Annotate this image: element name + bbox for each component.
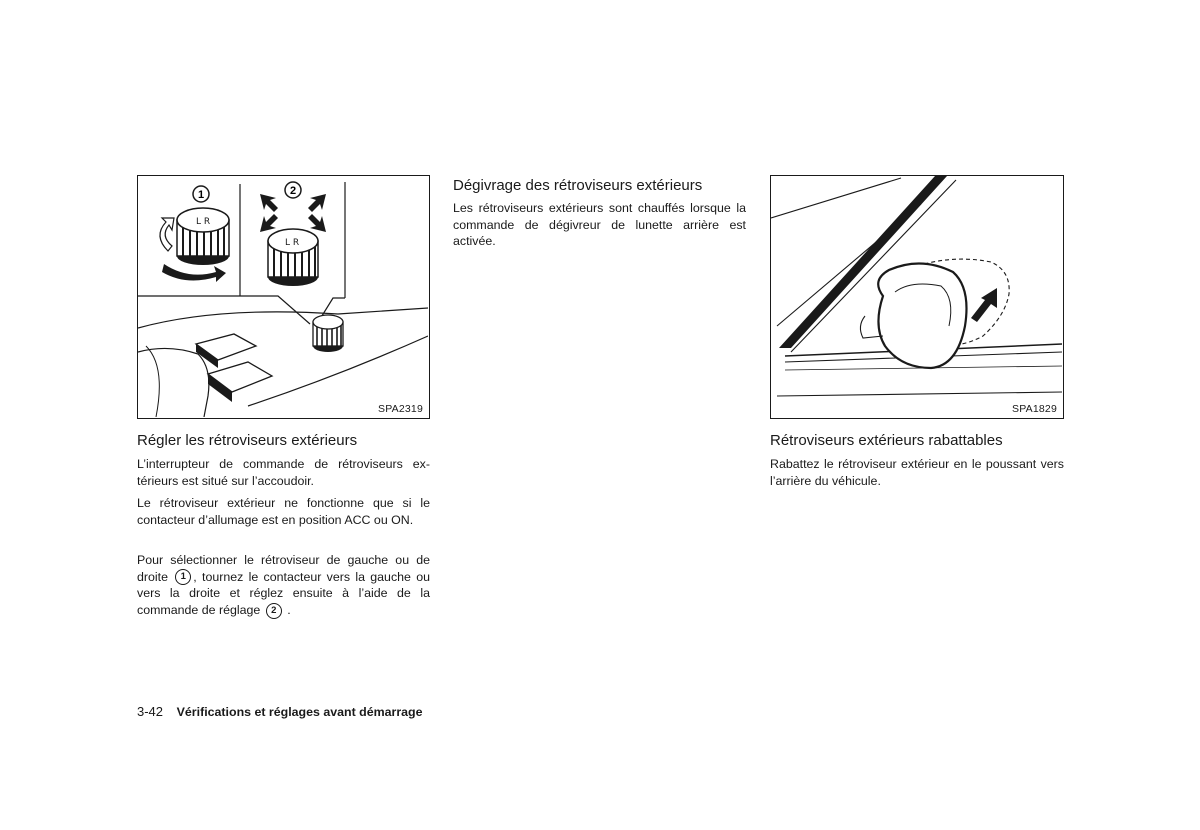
paragraph-3-text-b: , tournez le contacteur vers la gauche ou vers la droite et réglez ensuite à l’aide de la commande de réglage: [137, 569, 430, 617]
page-number: 3-42: [137, 704, 164, 719]
defrost-heading: Dégivrage des rétroviseurs extérieurs: [453, 177, 703, 194]
marker-1-inline: 1: [175, 569, 191, 585]
adjust-mirrors-heading: Régler les rétroviseurs extérieurs: [137, 432, 358, 449]
marker-1-label: 1: [197, 189, 205, 201]
folding-mirror-drawing: [771, 176, 1062, 417]
adjust-mirrors-paragraph-3: [137, 552, 430, 619]
mirror-switch-illustration: [137, 175, 430, 419]
fold-arrow-icon: [971, 288, 997, 322]
paragraph-3-text-a: Pour sélectionner le rétroviseur de gauche ou de droite: [137, 553, 430, 584]
folding-mirrors-paragraph: Rabattez le rétroviseur extérieur en le poussant vers l’arrière du véhicule.: [770, 457, 1064, 488]
folding-mirror-illustration: [770, 175, 1064, 419]
direction-arrows-icon: [260, 194, 326, 232]
mirror-switch-drawing: [138, 176, 428, 417]
figure-code: SPA1829: [1012, 403, 1057, 415]
adjust-knob-icon: [268, 229, 318, 286]
adjust-mirrors-paragraph-1: L’interrupteur de commande de rétroviseurs ex-térieurs est situé sur l’accoudoir.: [137, 457, 430, 488]
page-footer: [137, 704, 423, 719]
paragraph-3-text-c: .: [287, 602, 291, 617]
figure-code: SPA2319: [378, 403, 423, 415]
svg-text:L R: L R: [196, 217, 211, 227]
chapter-title: Vérifications et réglages avant démarrage: [176, 705, 423, 719]
adjust-mirrors-paragraph-2: Le rétroviseur extérieur ne fonctionne que si le contacteur d’allumage est en position ACC ou ON.: [137, 496, 430, 527]
selector-knob-icon: [177, 208, 229, 265]
marker-2-inline: 2: [266, 603, 282, 619]
marker-2-label: 2: [289, 185, 297, 197]
defrost-paragraph: Les rétroviseurs extérieurs sont chauffés lorsque la commande de dégivreur de lunette arrière est activée.: [453, 201, 746, 249]
folding-mirrors-heading: Rétroviseurs extérieurs rabattables: [770, 432, 1003, 449]
svg-text:L R: L R: [285, 238, 300, 248]
